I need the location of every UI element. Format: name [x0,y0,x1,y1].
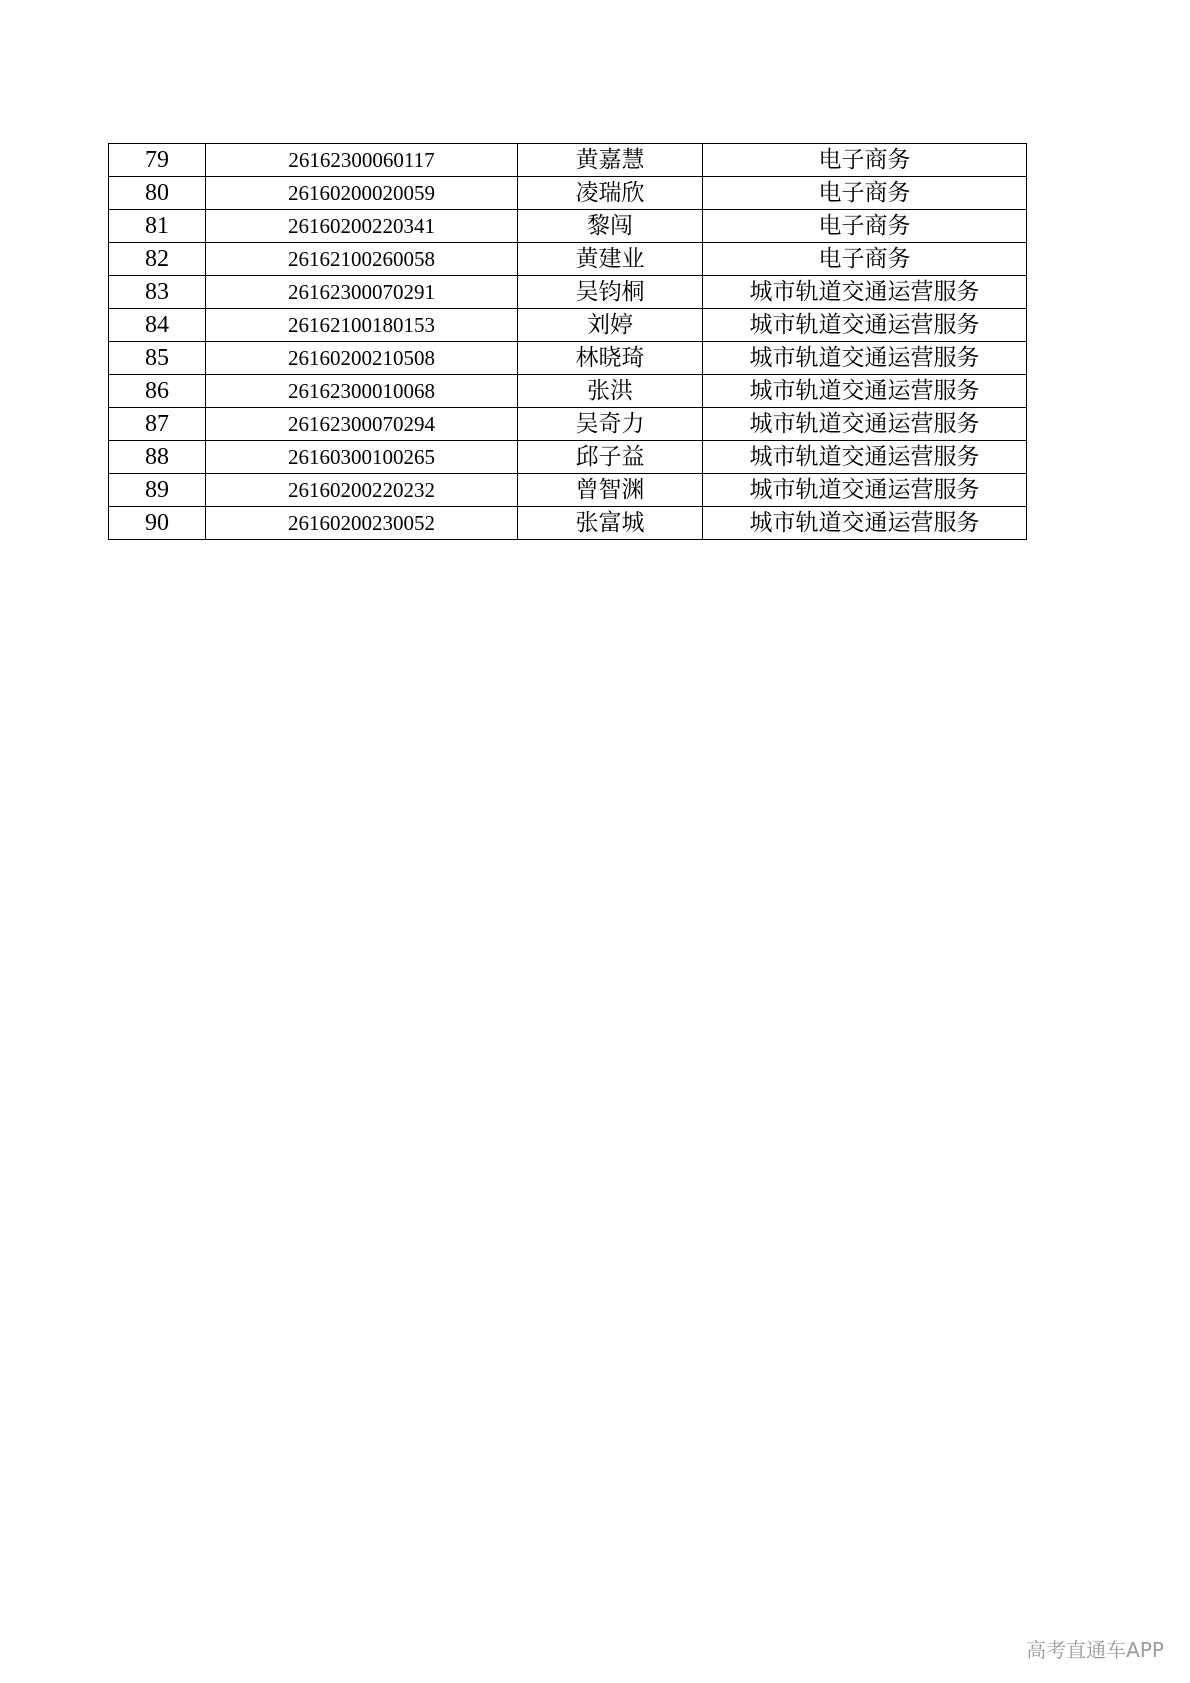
major-cell: 城市轨道交通运营服务 [703,375,1027,408]
major-cell: 城市轨道交通运营服务 [703,309,1027,342]
student-name-cell: 吴奇力 [518,408,703,441]
major-cell: 城市轨道交通运营服务 [703,507,1027,540]
row-index-cell: 87 [109,408,206,441]
student-id-cell: 26162300070294 [206,408,518,441]
student-name-cell: 刘婷 [518,309,703,342]
student-name-cell: 黄嘉慧 [518,144,703,177]
major-cell: 电子商务 [703,210,1027,243]
major-cell: 电子商务 [703,144,1027,177]
table-row [109,408,1027,441]
student-id-cell: 26160300100265 [206,441,518,474]
student-name-cell: 黎闯 [518,210,703,243]
row-index-cell: 86 [109,375,206,408]
table-row [109,507,1027,540]
row-index-cell: 83 [109,276,206,309]
row-index-cell: 84 [109,309,206,342]
student-id-cell: 26162100180153 [206,309,518,342]
student-table [108,143,1027,540]
table-row [109,177,1027,210]
student-name-cell: 林晓琦 [518,342,703,375]
table-row [109,210,1027,243]
student-id-cell: 26160200230052 [206,507,518,540]
student-id-cell: 26160200220232 [206,474,518,507]
table-row [109,144,1027,177]
student-id-cell: 26160200220341 [206,210,518,243]
watermark: 高考直通车APP [1026,1638,1164,1662]
row-index-cell: 79 [109,144,206,177]
student-table-body [109,144,1027,540]
student-name-cell: 曾智渊 [518,474,703,507]
major-cell: 城市轨道交通运营服务 [703,408,1027,441]
major-cell: 城市轨道交通运营服务 [703,342,1027,375]
major-cell: 城市轨道交通运营服务 [703,474,1027,507]
student-id-cell: 26160200210508 [206,342,518,375]
table-row [109,342,1027,375]
student-id-cell: 26162100260058 [206,243,518,276]
row-index-cell: 89 [109,474,206,507]
major-cell: 电子商务 [703,243,1027,276]
major-cell: 电子商务 [703,177,1027,210]
table-row [109,243,1027,276]
student-name-cell: 吴钧桐 [518,276,703,309]
student-name-cell: 黄建业 [518,243,703,276]
student-id-cell: 26162300060117 [206,144,518,177]
major-cell: 城市轨道交通运营服务 [703,441,1027,474]
table-row [109,474,1027,507]
row-index-cell: 90 [109,507,206,540]
student-name-cell: 张富城 [518,507,703,540]
row-index-cell: 82 [109,243,206,276]
table-row [109,276,1027,309]
student-id-cell: 26162300070291 [206,276,518,309]
student-name-cell: 张洪 [518,375,703,408]
student-name-cell: 凌瑞欣 [518,177,703,210]
row-index-cell: 80 [109,177,206,210]
table-row [109,441,1027,474]
row-index-cell: 88 [109,441,206,474]
table-row [109,375,1027,408]
table-row [109,309,1027,342]
major-cell: 城市轨道交通运营服务 [703,276,1027,309]
row-index-cell: 85 [109,342,206,375]
student-id-cell: 26162300010068 [206,375,518,408]
student-id-cell: 26160200020059 [206,177,518,210]
student-name-cell: 邱子益 [518,441,703,474]
row-index-cell: 81 [109,210,206,243]
